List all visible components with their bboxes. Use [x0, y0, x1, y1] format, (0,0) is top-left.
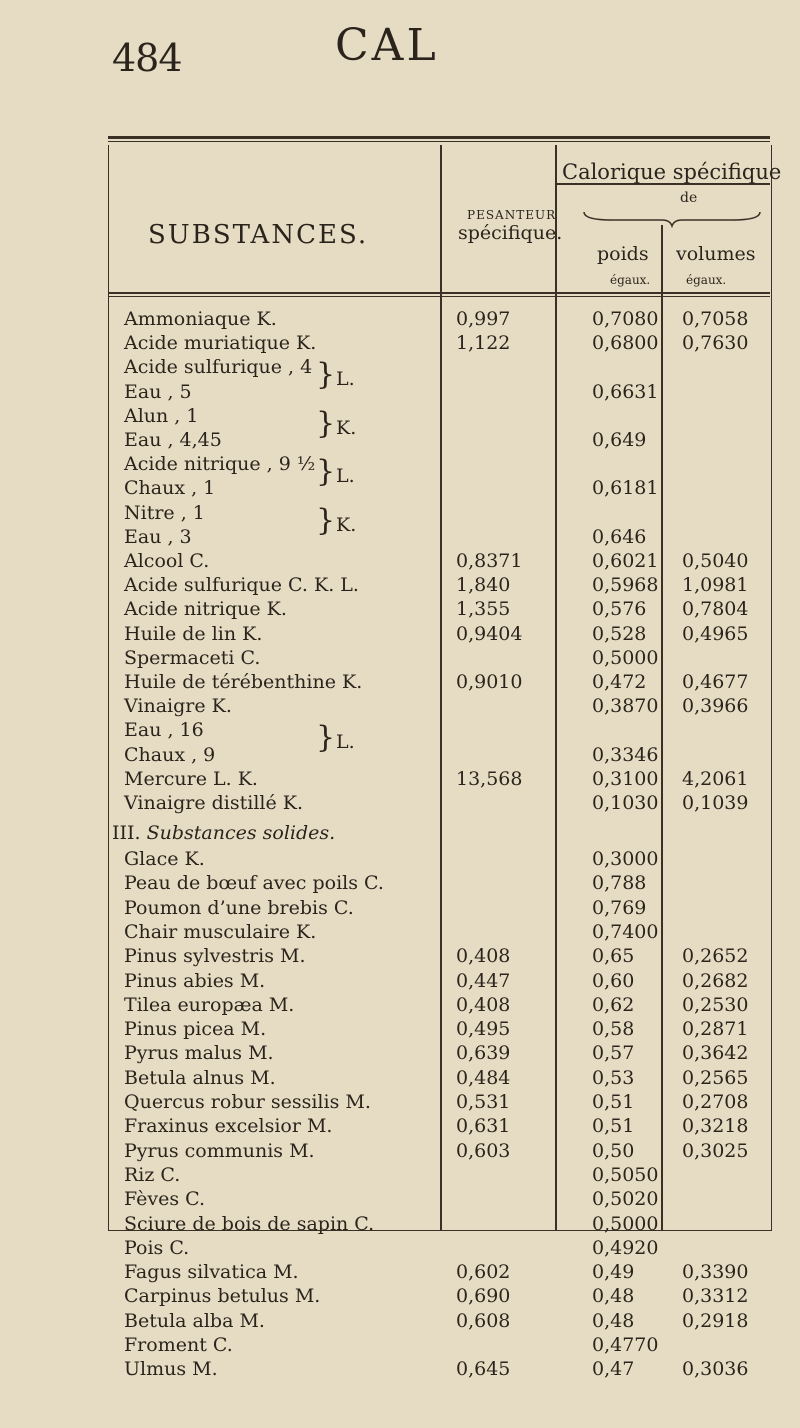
heat-by-volume: 0,5040 — [682, 550, 749, 572]
substance-name: Chaux , 1 — [124, 477, 216, 500]
heat-by-weight: 0,51 — [592, 1091, 635, 1113]
heat-by-volume: 0,2871 — [682, 1018, 749, 1041]
substance-name: Eau , 4,45 — [124, 429, 222, 451]
heat-by-weight: 0,769 — [592, 896, 647, 919]
heat-by-volume: 0,3025 — [682, 1139, 749, 1162]
grouping-brace: } — [316, 720, 336, 756]
heat-by-volume: 0,7058 — [682, 308, 749, 330]
heat-by-volume: 4,2061 — [682, 767, 749, 790]
header-volumes: volumes — [676, 243, 756, 265]
section-number: III. — [112, 822, 141, 844]
brace-source-label: L. — [336, 465, 355, 488]
heat-by-weight: 0,6021 — [592, 550, 659, 572]
substance-name: Pois C. — [124, 1236, 190, 1259]
specific-weight: 0,531 — [456, 1091, 511, 1113]
heat-by-volume: 0,7630 — [682, 332, 749, 355]
heat-by-weight: 0,5968 — [592, 574, 659, 597]
brace-source-label: K. — [336, 513, 357, 536]
specific-weight: 0,484 — [456, 1066, 511, 1089]
heat-by-weight: 0,49 — [592, 1261, 635, 1284]
substance-name: Betula alnus M. — [124, 1066, 276, 1089]
header-pesanteur: PESANTEUR — [467, 208, 557, 222]
header-brace — [582, 208, 762, 228]
heat-by-weight: 0,3870 — [592, 695, 659, 718]
specific-weight: 0,690 — [456, 1285, 511, 1308]
heat-by-volume: 0,2652 — [682, 945, 749, 968]
grouping-brace: } — [316, 405, 336, 441]
substance-name: Mercure L. K. — [124, 767, 258, 790]
table-row — [0, 848, 800, 870]
heat-by-weight: 0,3000 — [592, 848, 659, 870]
top-rule-thin — [108, 141, 770, 142]
heat-by-volume: 0,2708 — [682, 1091, 749, 1113]
heat-by-weight: 0,472 — [592, 671, 647, 693]
header-de: de — [680, 190, 698, 206]
heat-by-volume: 0,4677 — [682, 671, 749, 693]
table-row — [0, 405, 800, 427]
heat-by-weight: 0,60 — [592, 969, 635, 992]
heat-by-weight: 0,5000 — [592, 1212, 659, 1235]
heat-by-weight: 0,4770 — [592, 1334, 659, 1356]
substance-name: Ulmus M. — [124, 1358, 218, 1381]
table-row — [0, 453, 800, 475]
heat-by-volume: 0,3642 — [682, 1042, 749, 1065]
heat-by-weight: 0,7400 — [592, 920, 659, 943]
table-row — [0, 1310, 800, 1332]
heat-by-weight: 0,7080 — [592, 308, 659, 330]
grouping-brace: } — [316, 357, 336, 393]
table-row — [0, 623, 800, 645]
heat-by-weight: 0,1030 — [592, 792, 659, 814]
substance-name: Glace K. — [124, 848, 205, 870]
heat-by-weight: 0,788 — [592, 872, 647, 895]
table-row — [0, 768, 800, 790]
substance-name: Eau , 16 — [124, 719, 204, 742]
substance-name: Nitre , 1 — [124, 501, 205, 524]
substance-name: Acide nitrique K. — [124, 598, 287, 621]
substance-name: Quercus robur sessilis M. — [124, 1091, 371, 1113]
substance-name: Fraxinus excelsior M. — [124, 1115, 333, 1138]
substance-name: Vinaigre K. — [124, 695, 232, 718]
header-poids: poids — [597, 243, 649, 265]
substance-name: Sciure de bois de sapin C. — [124, 1212, 375, 1235]
substance-name: Carpinus betulus M. — [124, 1285, 321, 1308]
heat-by-weight: 0,47 — [592, 1358, 635, 1381]
table-row — [0, 872, 800, 894]
table-row — [0, 1164, 800, 1186]
table-row — [0, 744, 800, 766]
specific-weight: 0,997 — [456, 308, 511, 330]
substance-name: Alcool C. — [124, 550, 210, 572]
table-row — [0, 719, 800, 741]
grouping-brace: } — [316, 454, 336, 490]
header-specifique: spécifique. — [458, 222, 563, 244]
substance-name: Acide nitrique , 9 ½ — [124, 453, 316, 476]
specific-weight: 0,408 — [456, 993, 511, 1016]
table-row — [0, 1285, 800, 1307]
heat-by-volume: 0,3390 — [682, 1261, 749, 1284]
heat-by-volume: 0,3036 — [682, 1358, 749, 1381]
specific-weight: 0,8371 — [456, 550, 523, 572]
substance-name: Acide sulfurique C. K. L. — [124, 574, 359, 597]
specific-weight: 0,639 — [456, 1042, 511, 1065]
table-row — [0, 429, 800, 451]
table-row — [0, 1091, 800, 1113]
heat-by-weight: 0,3346 — [592, 743, 659, 766]
table-row — [0, 994, 800, 1016]
table-row — [0, 1018, 800, 1040]
table-row — [0, 897, 800, 919]
heat-by-weight: 0,50 — [592, 1139, 635, 1162]
specific-weight: 0,408 — [456, 945, 511, 968]
heat-by-weight: 0,6631 — [592, 380, 659, 403]
substance-name: Eau , 3 — [124, 525, 192, 548]
substance-name: Peau de bœuf avec poils C. — [124, 872, 384, 895]
table-row — [0, 1358, 800, 1380]
substance-name: Chair musculaire K. — [124, 920, 317, 943]
specific-weight: 13,568 — [456, 767, 523, 790]
heat-by-volume: 0,3312 — [682, 1285, 749, 1308]
section-title: Substances solides. — [146, 822, 336, 844]
substance-name: Eau , 5 — [124, 380, 192, 403]
substance-name: Pinus sylvestris M. — [124, 945, 306, 968]
substance-name: Tilea europæa M. — [124, 993, 295, 1016]
substance-name: Poumon d’une brebis C. — [124, 896, 354, 919]
table-row — [0, 1067, 800, 1089]
table-row — [0, 792, 800, 814]
specific-weight: 0,603 — [456, 1139, 511, 1162]
heat-by-volume: 0,1039 — [682, 792, 749, 814]
table-row — [0, 1213, 800, 1235]
table-row — [0, 502, 800, 524]
brace-source-label: L. — [336, 368, 355, 391]
heat-by-weight: 0,58 — [592, 1018, 635, 1041]
table-row — [0, 671, 800, 693]
heat-by-weight: 0,62 — [592, 993, 635, 1016]
table-row — [0, 1188, 800, 1210]
specific-weight: 1,355 — [456, 598, 511, 621]
substance-name: Pyrus malus M. — [124, 1042, 274, 1065]
specific-weight: 0,9010 — [456, 671, 523, 693]
table-row — [0, 1261, 800, 1283]
specific-weight: 0,608 — [456, 1309, 511, 1332]
heat-by-volume: 0,2682 — [682, 969, 749, 992]
table-row — [0, 945, 800, 967]
table-row — [0, 574, 800, 596]
heat-by-weight: 0,48 — [592, 1285, 635, 1308]
brace-source-label: K. — [336, 416, 357, 439]
heat-by-weight: 0,57 — [592, 1042, 635, 1065]
heat-by-volume: 1,0981 — [682, 574, 749, 597]
substance-name: Pinus abies M. — [124, 969, 266, 992]
substance-name: Riz C. — [124, 1163, 181, 1186]
heat-by-volume: 0,4965 — [682, 622, 749, 645]
heat-by-weight: 0,576 — [592, 598, 647, 621]
substance-name: Chaux , 9 — [124, 743, 216, 766]
heat-by-weight: 0,6800 — [592, 332, 659, 355]
substance-name: Fèves C. — [124, 1188, 206, 1211]
table-row — [0, 332, 800, 354]
table-row — [0, 1237, 800, 1259]
substance-name: Pyrus communis M. — [124, 1139, 315, 1162]
table-row — [0, 1042, 800, 1064]
heat-by-weight: 0,5050 — [592, 1163, 659, 1186]
heat-by-weight: 0,3100 — [592, 767, 659, 790]
heat-by-weight: 0,65 — [592, 945, 635, 968]
heat-by-volume: 0,3218 — [682, 1115, 749, 1138]
heat-by-weight: 0,6181 — [592, 477, 659, 500]
substance-name: Spermaceti C. — [124, 646, 261, 669]
substance-name: Ammoniaque K. — [124, 308, 277, 330]
table-row — [0, 1334, 800, 1356]
substance-name: Froment C. — [124, 1334, 233, 1356]
heat-by-weight: 0,5000 — [592, 646, 659, 669]
table-row — [0, 1115, 800, 1137]
substance-name: Acide muriatique K. — [124, 332, 317, 355]
header-egaux-poids: égaux. — [610, 273, 651, 287]
top-rule — [108, 136, 770, 139]
header-substances: SUBSTANCES. — [148, 220, 369, 250]
header-calorique: Calorique spécifique — [562, 160, 782, 184]
specific-weight: 0,9404 — [456, 622, 523, 645]
substance-name: Fagus silvatica M. — [124, 1261, 299, 1284]
specific-weight: 0,447 — [456, 969, 511, 992]
substance-name: Pinus picea M. — [124, 1018, 267, 1041]
heat-by-weight: 0,4920 — [592, 1236, 659, 1259]
table-row — [0, 647, 800, 669]
table-row — [0, 1140, 800, 1162]
table-row — [0, 550, 800, 572]
heat-by-volume: 0,2530 — [682, 993, 749, 1016]
substance-name: Huile de térébenthine K. — [124, 671, 363, 693]
substance-name: Acide sulfurique , 4 — [124, 356, 313, 379]
substance-name: Vinaigre distillé K. — [124, 792, 304, 814]
heat-by-volume: 0,2565 — [682, 1066, 749, 1089]
header-bottom-rule-thin — [108, 296, 770, 297]
substance-name: Betula alba M. — [124, 1309, 265, 1332]
table-row — [0, 526, 800, 548]
specific-weight: 1,840 — [456, 574, 511, 597]
table-row — [0, 308, 800, 330]
heat-by-weight: 0,51 — [592, 1115, 635, 1138]
grouping-brace: } — [316, 502, 336, 538]
header-egaux-volumes: égaux. — [686, 273, 727, 287]
specific-weight: 0,645 — [456, 1358, 511, 1381]
table-row — [0, 356, 800, 378]
heat-by-volume: 0,2918 — [682, 1309, 749, 1332]
specific-weight: 0,495 — [456, 1018, 511, 1041]
heat-by-weight: 0,528 — [592, 622, 647, 645]
brace-source-label: L. — [336, 731, 355, 754]
heat-by-weight: 0,649 — [592, 429, 647, 451]
running-head: CAL — [335, 20, 439, 71]
section-heading — [112, 822, 335, 844]
heat-by-weight: 0,48 — [592, 1309, 635, 1332]
table-row — [0, 598, 800, 620]
page-number: 484 — [112, 36, 182, 80]
table-row — [0, 921, 800, 943]
heat-by-volume: 0,7804 — [682, 598, 749, 621]
substance-name: Huile de lin K. — [124, 622, 263, 645]
heat-by-weight: 0,5020 — [592, 1188, 659, 1211]
heat-by-volume: 0,3966 — [682, 695, 749, 718]
substance-name: Alun , 1 — [124, 404, 199, 427]
specific-weight: 0,602 — [456, 1261, 511, 1284]
specific-weight: 0,631 — [456, 1115, 511, 1138]
table-row — [0, 695, 800, 717]
heat-by-weight: 0,646 — [592, 525, 647, 548]
heat-by-weight: 0,53 — [592, 1066, 635, 1089]
table-row — [0, 381, 800, 403]
specific-weight: 1,122 — [456, 332, 511, 355]
header-bottom-rule — [108, 292, 770, 294]
table-row — [0, 477, 800, 499]
table-row — [0, 970, 800, 992]
